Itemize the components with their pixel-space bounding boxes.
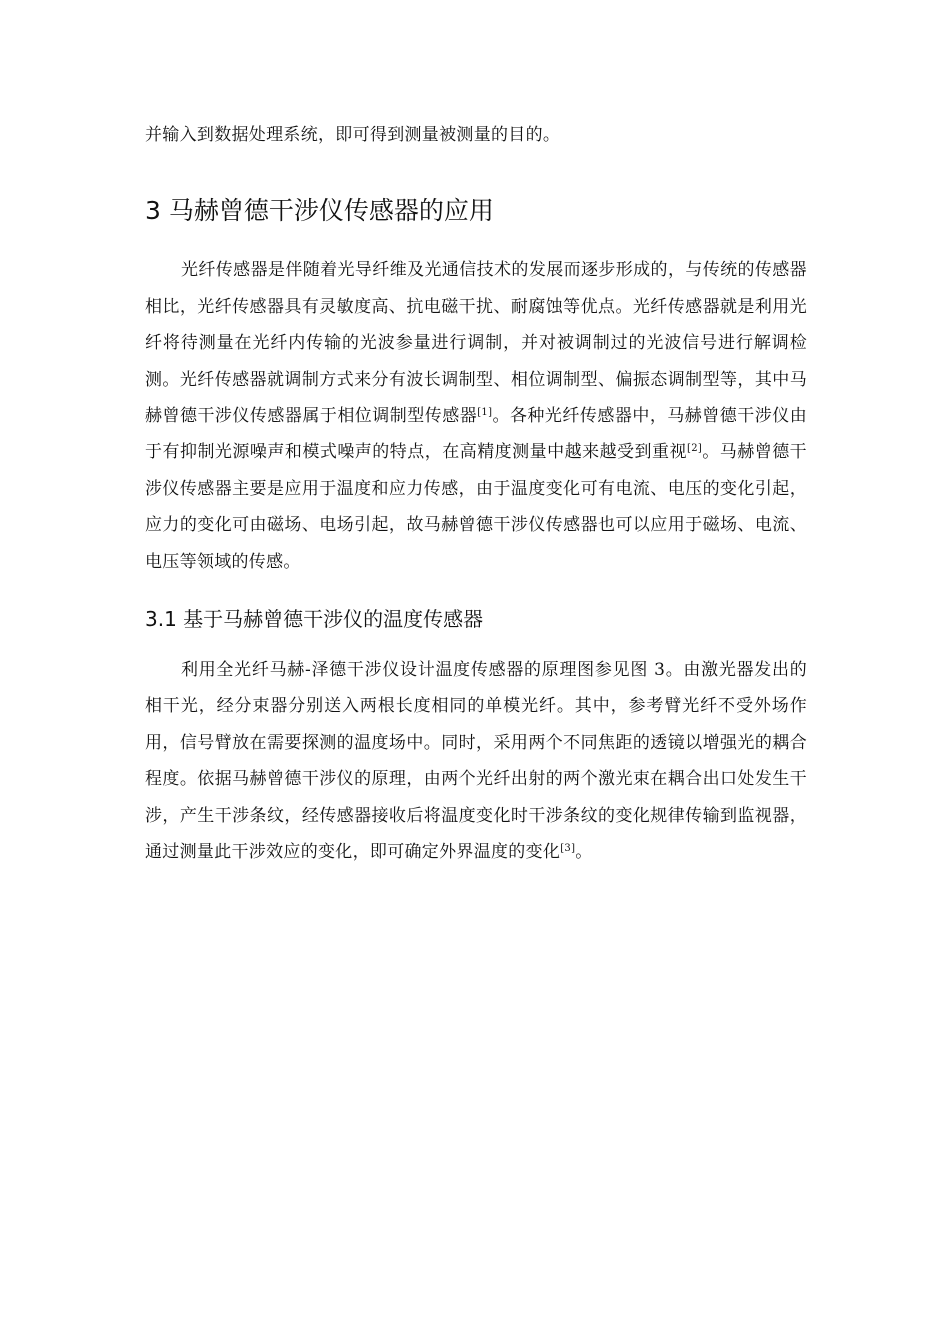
- citation-2: [2]: [687, 443, 703, 455]
- paragraph-text: 。马赫曾德干涉仪传感器主要是应用于温度和应力传感，由于温度变化可有电流、电压的变化引起，应力的变化可由磁场、电场引起，故马赫曾德干涉仪传感器也可以应用于磁场、电流、电压等领域的传感。: [145, 442, 807, 572]
- paragraph-text: 光纤传感器是伴随着光导纤维及光通信技术的发展而逐步形成的，与传统的传感器相比，光纤传感器具有灵敏度高、抗电磁干扰、耐腐蚀等优点。光纤传感器就是利用光纤将待测量在光纤内传输的光波参量进行调制，并对被调制过的光波信号进行解调检测。光纤传感器就调制方式来分有波长调制型、相位调制型、偏振态调制型等，其中马赫曾德干涉仪传感器属于相位调制型传感器: [145, 260, 807, 427]
- section-3-heading: 3 马赫曾德干涉仪传感器的应用: [145, 196, 494, 226]
- section-3-paragraph: [145, 252, 807, 580]
- section-3-1-heading: 3.1 基于马赫曾德干涉仪的温度传感器: [145, 607, 484, 632]
- page-content: [145, 117, 807, 871]
- paragraph-text: 。: [575, 842, 593, 863]
- section-3-1-paragraph: [145, 652, 807, 870]
- citation-1: [1]: [477, 407, 493, 419]
- intro-paragraph: 并输入到数据处理系统，即可得到测量被测量的目的。: [145, 125, 561, 145]
- paragraph-text: 利用全光纤马赫-泽德干涉仪设计温度传感器的原理图参见图 3。由激光器发出的相干光，经分束器分别送入两根长度相同的单模光纤。其中，参考臂光纤不受外场作用，信号臂放在需要探测的温度场中。同时，采用两个不同焦距的透镜以增强光的耦合程度。依据马赫曾德干涉仪的原理，由两个光纤出射的两个激光束在耦合出口处发生干涉，产生干涉条纹，经传感器接收后将温度变化时干涉条纹的变化规律传输到监视器，通过测量此干涉效应的变化，即可确定外界温度的变化: [145, 660, 807, 863]
- citation-3: [3]: [560, 843, 576, 855]
- paragraph-text: 。各种光纤传感器中，马赫曾德干涉仪由于有抑制光源噪声和模式噪声的特点，在高精度测量中越来越受到重视: [145, 406, 807, 463]
